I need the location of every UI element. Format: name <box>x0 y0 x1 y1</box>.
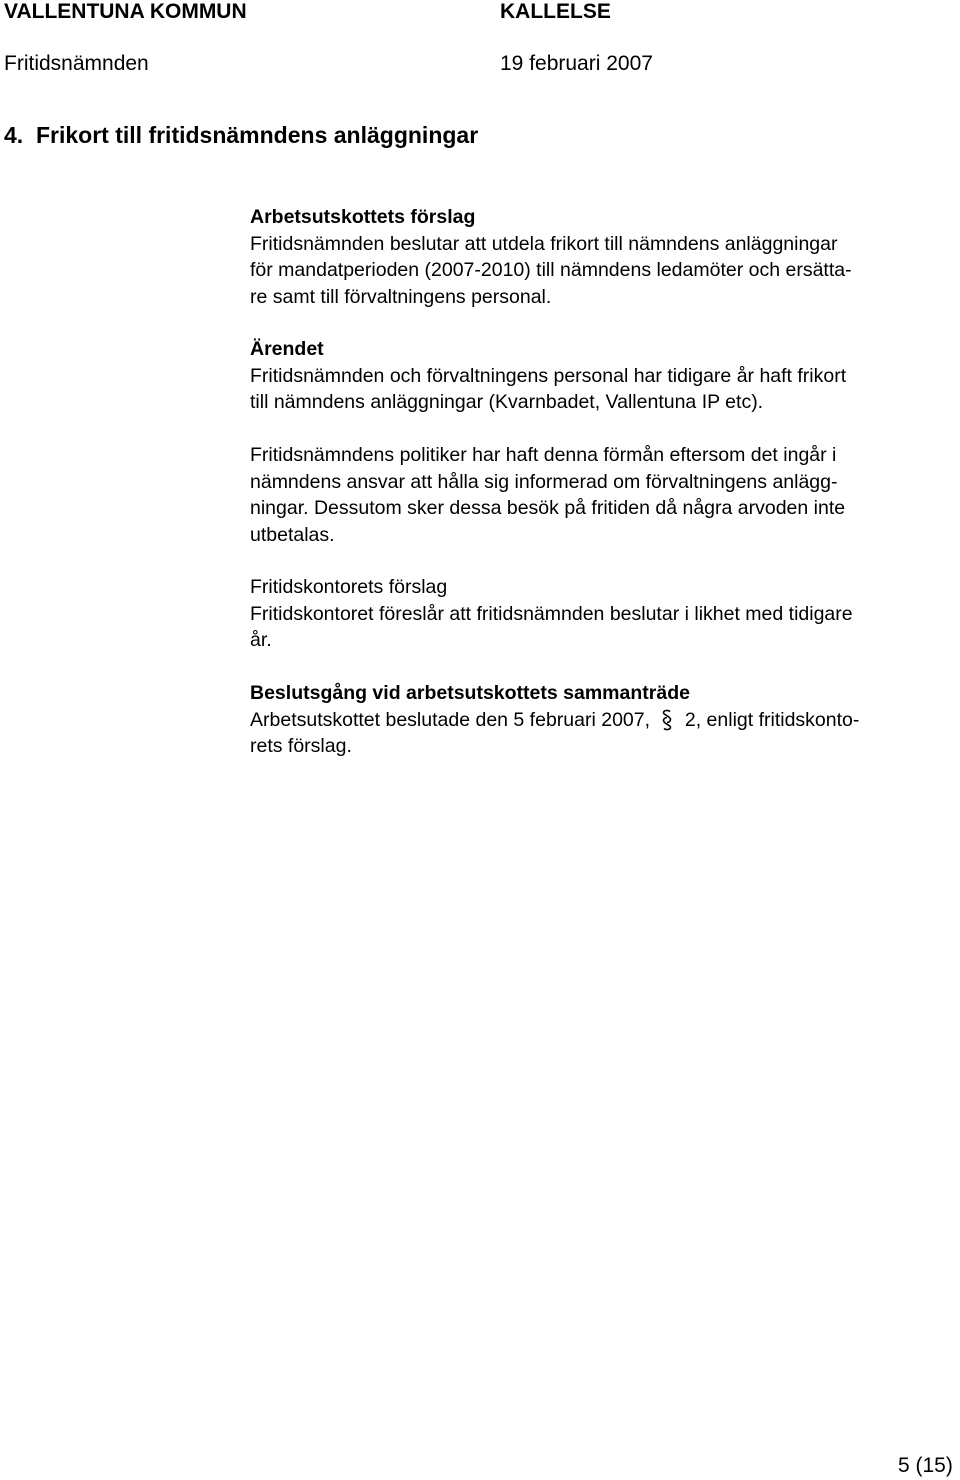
matter-para2-line: nämndens ansvar att hålla sig informerad om förvaltningens anlägg- <box>250 470 838 493</box>
agenda-item-title: Frikort till fritidsnämndens anläggningar <box>36 122 479 148</box>
office-proposal-line: år. <box>250 629 272 651</box>
matter-section <box>250 336 960 416</box>
matter-para2-line: Fritidsnämndens politiker har haft denna förmån eftersom det ingår i <box>250 444 837 466</box>
matter-para1-line: till nämndens anläggningar (Kvarnbadet, Vallentuna IP etc). <box>250 391 764 413</box>
committee-name: Fritidsnämnden <box>4 52 149 75</box>
matter-para1-line: Fritidsnämnden och förvaltningens personal har tidigare år haft frikort <box>250 364 847 387</box>
matter-para2-line: ningar. Dessutom sker dessa besök på fritiden då några arvoden inte <box>250 497 846 519</box>
proposal-heading: Arbetsutskottets förslag <box>250 206 476 228</box>
document-type: KALLELSE <box>500 0 611 23</box>
decision-section <box>250 680 960 760</box>
proposal-line: för mandatperioden (2007-2010) till nämndens ledamöter och ersätta- <box>250 259 852 281</box>
decision-line-2: rets förslag. <box>250 735 352 757</box>
office-proposal-heading: Fritidskontorets förslag <box>250 576 448 598</box>
proposal-line: re samt till förvaltningens personal. <box>250 285 552 308</box>
office-proposal-line: Fritidskontoret föreslår att fritidsnämnden beslutar i likhet med tidigare <box>250 602 853 625</box>
decision-heading: Beslutsgång vid arbetsutskottets sammanträde <box>250 682 690 704</box>
matter-para2-line: utbetalas. <box>250 523 335 546</box>
organization-name: VALLENTUNA KOMMUN <box>4 0 247 23</box>
decision-line-1 <box>250 707 960 734</box>
decision-text-after: 2, enligt fritidskonto- <box>684 708 860 731</box>
page-number: 5 (15) <box>898 1454 953 1477</box>
section-sign-icon <box>659 708 675 732</box>
matter-para2 <box>250 442 960 548</box>
office-proposal-section <box>250 574 960 654</box>
document-date: 19 februari 2007 <box>500 52 653 75</box>
decision-text-before: Arbetsutskottet beslutade den 5 februari 2007, <box>250 708 651 731</box>
proposal-line: Fritidsnämnden beslutar att utdela frikort till nämndens anläggningar <box>250 232 838 255</box>
proposal-section <box>250 204 960 310</box>
matter-heading: Ärendet <box>250 338 324 360</box>
agenda-item-number: 4. <box>4 122 24 148</box>
